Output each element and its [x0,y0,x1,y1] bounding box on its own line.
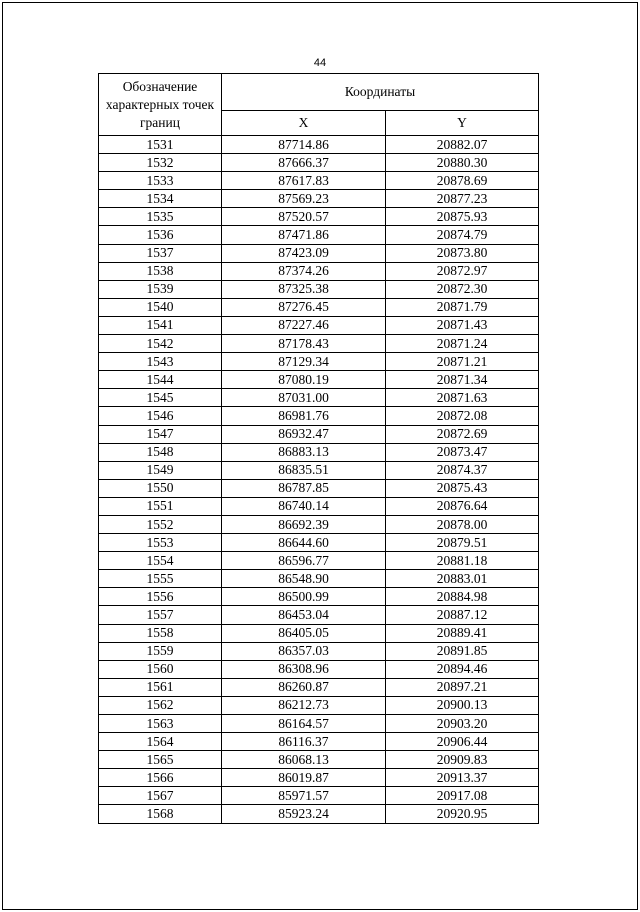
table-row [99,515,539,533]
cell-point: 1552 [99,515,222,533]
header-y: Y [386,110,539,135]
cell-point: 1555 [99,570,222,588]
cell-x: 86308.96 [222,660,386,678]
cell-x: 86453.04 [222,606,386,624]
table-row [99,552,539,570]
cell-y: 20897.21 [386,678,539,696]
cell-x: 86019.87 [222,769,386,787]
table-row [99,371,539,389]
cell-point: 1546 [99,407,222,425]
cell-y: 20871.24 [386,335,539,353]
table-row [99,733,539,751]
cell-x: 86883.13 [222,443,386,461]
table-row [99,316,539,334]
table-row [99,624,539,642]
cell-y: 20874.79 [386,226,539,244]
cell-x: 86981.76 [222,407,386,425]
table-row [99,154,539,172]
cell-x: 86260.87 [222,678,386,696]
cell-x: 86596.77 [222,552,386,570]
cell-point: 1539 [99,280,222,298]
table-row [99,479,539,497]
cell-y: 20872.30 [386,280,539,298]
cell-y: 20883.01 [386,570,539,588]
coordinates-table [98,73,539,824]
table-row [99,443,539,461]
cell-x: 87080.19 [222,371,386,389]
cell-y: 20909.83 [386,751,539,769]
cell-y: 20876.64 [386,497,539,515]
table-row [99,226,539,244]
cell-x: 87374.26 [222,262,386,280]
cell-y: 20871.79 [386,298,539,316]
cell-y: 20875.43 [386,479,539,497]
header-point-designation: Обозначение характерных точек границ [99,74,222,136]
cell-y: 20871.63 [386,389,539,407]
cell-point: 1554 [99,552,222,570]
cell-y: 20873.80 [386,244,539,262]
cell-point: 1568 [99,805,222,823]
table-row [99,190,539,208]
table-row [99,696,539,714]
cell-y: 20878.00 [386,515,539,533]
cell-x: 86787.85 [222,479,386,497]
cell-point: 1560 [99,660,222,678]
table-row [99,425,539,443]
cell-point: 1559 [99,642,222,660]
cell-x: 86068.13 [222,751,386,769]
table-row [99,805,539,823]
cell-point: 1561 [99,678,222,696]
cell-y: 20891.85 [386,642,539,660]
table-row [99,298,539,316]
cell-x: 87471.86 [222,226,386,244]
cell-x: 87178.43 [222,335,386,353]
cell-x: 87520.57 [222,208,386,226]
header-coordinates: Координаты [222,74,539,111]
cell-y: 20871.21 [386,353,539,371]
table-row [99,769,539,787]
cell-y: 20884.98 [386,588,539,606]
cell-point: 1563 [99,715,222,733]
table-row [99,588,539,606]
header-x: X [222,110,386,135]
cell-point: 1557 [99,606,222,624]
cell-y: 20920.95 [386,805,539,823]
cell-x: 87031.00 [222,389,386,407]
cell-x: 86644.60 [222,534,386,552]
cell-point: 1564 [99,733,222,751]
cell-point: 1567 [99,787,222,805]
cell-point: 1534 [99,190,222,208]
cell-x: 87423.09 [222,244,386,262]
cell-point: 1542 [99,335,222,353]
cell-y: 20881.18 [386,552,539,570]
cell-y: 20871.34 [386,371,539,389]
table-row [99,787,539,805]
cell-x: 87325.38 [222,280,386,298]
cell-y: 20878.69 [386,172,539,190]
cell-y: 20879.51 [386,534,539,552]
table-row [99,280,539,298]
cell-x: 87617.83 [222,172,386,190]
cell-y: 20872.69 [386,425,539,443]
cell-point: 1537 [99,244,222,262]
cell-x: 87666.37 [222,154,386,172]
cell-x: 85923.24 [222,805,386,823]
cell-y: 20889.41 [386,624,539,642]
cell-point: 1566 [99,769,222,787]
cell-x: 86500.99 [222,588,386,606]
table-row [99,570,539,588]
cell-point: 1547 [99,425,222,443]
cell-x: 86932.47 [222,425,386,443]
table-row [99,353,539,371]
cell-x: 87276.45 [222,298,386,316]
table-row [99,534,539,552]
cell-point: 1543 [99,353,222,371]
cell-y: 20875.93 [386,208,539,226]
cell-y: 20872.97 [386,262,539,280]
cell-y: 20874.37 [386,461,539,479]
cell-y: 20887.12 [386,606,539,624]
cell-y: 20900.13 [386,696,539,714]
cell-y: 20877.23 [386,190,539,208]
cell-point: 1549 [99,461,222,479]
cell-point: 1558 [99,624,222,642]
table-row [99,244,539,262]
cell-point: 1548 [99,443,222,461]
cell-x: 85971.57 [222,787,386,805]
cell-x: 87569.23 [222,190,386,208]
cell-x: 87714.86 [222,136,386,154]
cell-point: 1531 [99,136,222,154]
cell-y: 20882.07 [386,136,539,154]
table-row [99,208,539,226]
cell-point: 1541 [99,316,222,334]
cell-point: 1550 [99,479,222,497]
cell-y: 20873.47 [386,443,539,461]
table-row [99,751,539,769]
cell-x: 87227.46 [222,316,386,334]
table-row [99,642,539,660]
cell-x: 86835.51 [222,461,386,479]
cell-x: 86405.05 [222,624,386,642]
cell-point: 1538 [99,262,222,280]
table-row [99,660,539,678]
cell-x: 86357.03 [222,642,386,660]
table-row [99,389,539,407]
table-row [99,606,539,624]
cell-x: 87129.34 [222,353,386,371]
cell-y: 20903.20 [386,715,539,733]
table-row [99,172,539,190]
cell-point: 1532 [99,154,222,172]
table-row [99,715,539,733]
cell-y: 20880.30 [386,154,539,172]
cell-point: 1545 [99,389,222,407]
cell-point: 1544 [99,371,222,389]
page-number: 44 [313,57,327,69]
cell-x: 86548.90 [222,570,386,588]
cell-point: 1565 [99,751,222,769]
cell-y: 20894.46 [386,660,539,678]
cell-x: 86212.73 [222,696,386,714]
cell-y: 20906.44 [386,733,539,751]
cell-y: 20871.43 [386,316,539,334]
cell-y: 20913.37 [386,769,539,787]
cell-x: 86164.57 [222,715,386,733]
cell-point: 1535 [99,208,222,226]
cell-point: 1556 [99,588,222,606]
table-row [99,678,539,696]
cell-point: 1533 [99,172,222,190]
cell-point: 1536 [99,226,222,244]
table-body [99,136,539,824]
cell-x: 86116.37 [222,733,386,751]
cell-y: 20872.08 [386,407,539,425]
table-row [99,407,539,425]
cell-x: 86740.14 [222,497,386,515]
table-row [99,136,539,154]
cell-point: 1553 [99,534,222,552]
table-row [99,335,539,353]
cell-x: 86692.39 [222,515,386,533]
table-row [99,262,539,280]
table-row [99,497,539,515]
cell-point: 1540 [99,298,222,316]
cell-point: 1562 [99,696,222,714]
cell-point: 1551 [99,497,222,515]
table-row [99,461,539,479]
cell-y: 20917.08 [386,787,539,805]
